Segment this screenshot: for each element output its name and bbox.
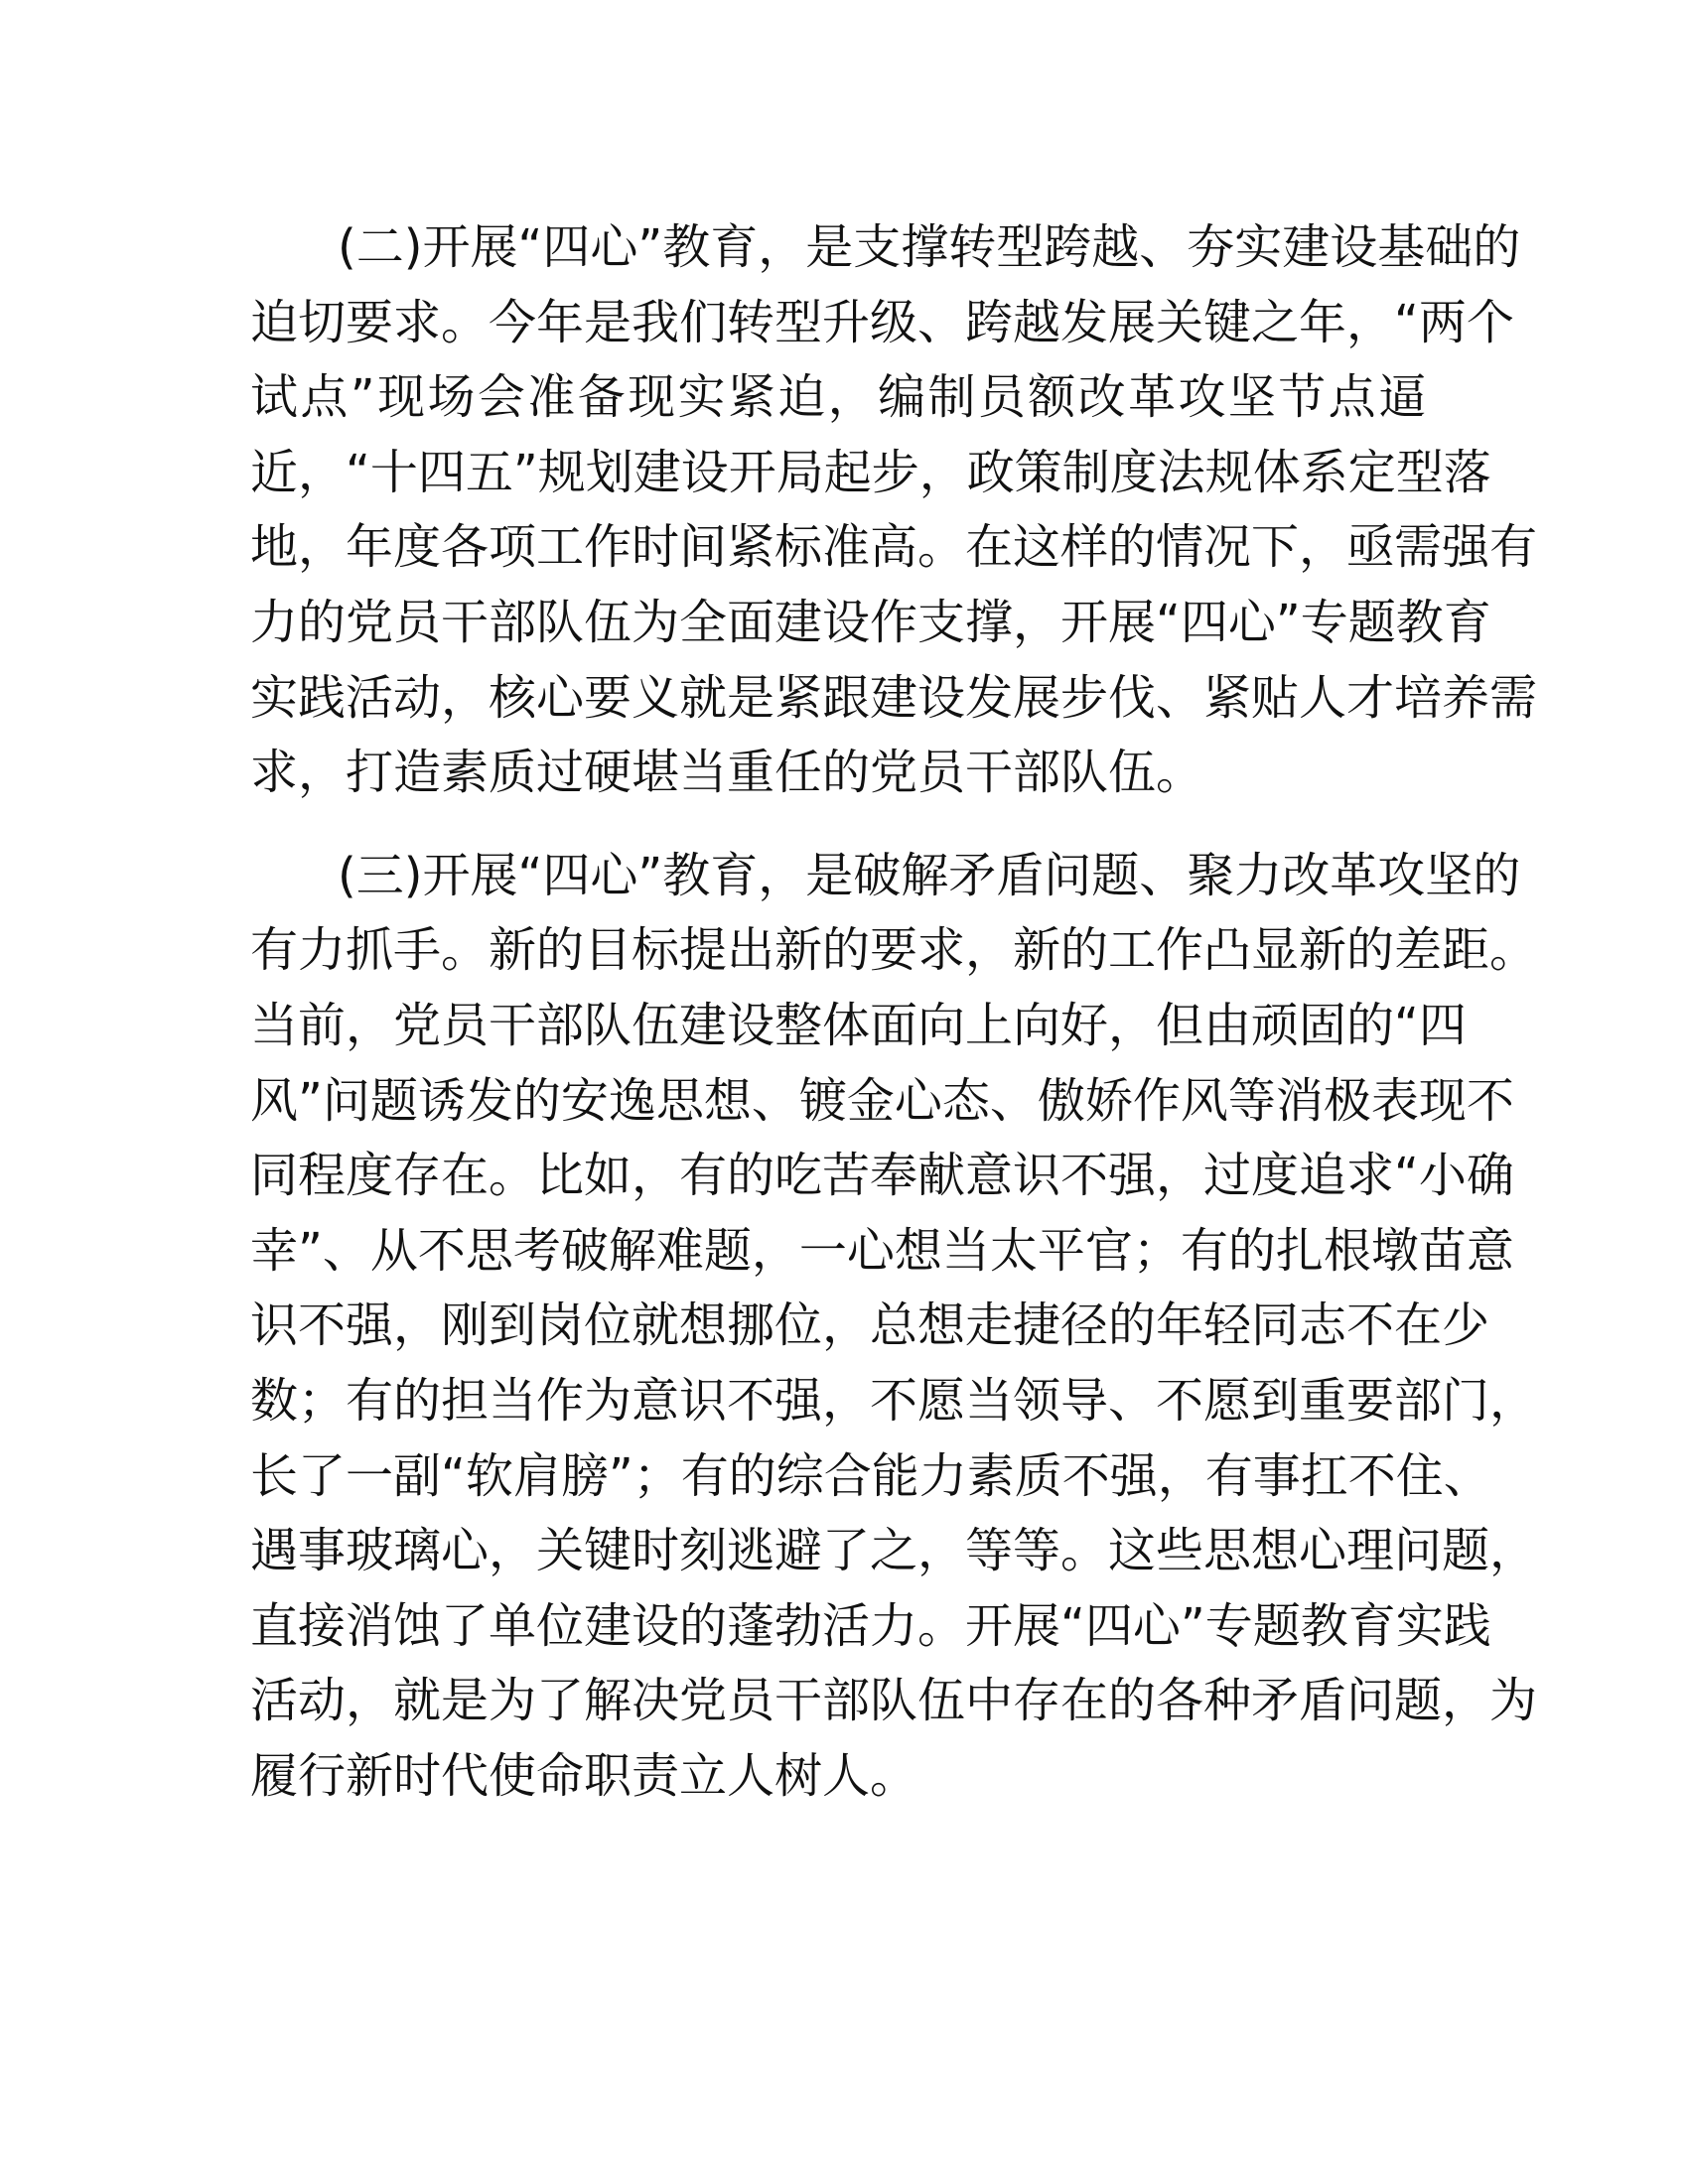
paragraph-line: 幸”、从不思考破解难题，一心想当太平官；有的扎根墩苗意 [250, 1222, 1514, 1279]
paragraph-line: 同程度存在。比如，有的吃苦奉献意识不强，过度追求“小确 [250, 1148, 1514, 1204]
paragraph-line: 数；有的担当作为意识不强，不愿当领导、不愿到重要部门， [250, 1372, 1538, 1429]
paragraph-line: 风”问题诱发的安逸思想、镀金心态、傲娇作风等消极表现不 [250, 1072, 1514, 1129]
paragraph-line: 实践活动，核心要义就是紧跟建设发展步伐、紧贴人才培养需 [250, 669, 1538, 726]
paragraph-line: 活动，就是为了解决党员干部队伍中存在的各种矛盾问题，为 [250, 1673, 1538, 1729]
paragraph-section-2 [250, 210, 1538, 811]
paragraph-line: 地，年度各项工作时间紧标准高。在这样的情况下，亟需强有 [250, 519, 1538, 576]
paragraph-line: 遇事玻璃心，关键时刻逃避了之，等等。这些思想心理问题， [250, 1523, 1538, 1579]
paragraph-spacer [250, 811, 1432, 839]
paragraph-line: 有力抓手。新的目标提出新的要求，新的工作凸显新的差距。 [250, 922, 1538, 979]
paragraph-line: (二)开展“四心”教育，是支撑转型跨越、夯实建设基础的 [338, 219, 1521, 275]
paragraph-line: 试点”现场会准备现实紧迫，编制员额改革攻坚节点逼 [250, 369, 1429, 426]
paragraph-line: (三)开展“四心”教育，是破解矛盾问题、聚力改革攻坚的 [338, 847, 1521, 903]
paragraph-line: 履行新时代使命职责立人树人。 [250, 1747, 918, 1804]
paragraph-line: 近，“十四五”规划建设开局起步，政策制度法规体系定型落 [250, 444, 1491, 500]
paragraph-line: 识不强，刚到岗位就想挪位，总想走捷径的年轻同志不在少 [250, 1297, 1490, 1354]
paragraph-line: 迫切要求。今年是我们转型升级、跨越发展关键之年，“两个 [250, 294, 1514, 350]
paragraph-line: 长了一副“软肩膀”；有的综合能力素质不强，有事扛不住、 [250, 1447, 1491, 1504]
document-body [250, 210, 1538, 1814]
paragraph-line: 求，打造素质过硬堪当重任的党员干部队伍。 [250, 745, 1204, 801]
paragraph-section-3 [250, 839, 1538, 1815]
paragraph-line: 当前，党员干部队伍建设整体面向上向好，但由顽固的“四 [250, 997, 1467, 1053]
paragraph-line: 直接消蚀了单位建设的蓬勃活力。开展“四心”专题教育实践 [250, 1597, 1491, 1654]
paragraph-line: 力的党员干部队伍为全面建设作支撑，开展“四心”专题教育 [250, 594, 1491, 650]
